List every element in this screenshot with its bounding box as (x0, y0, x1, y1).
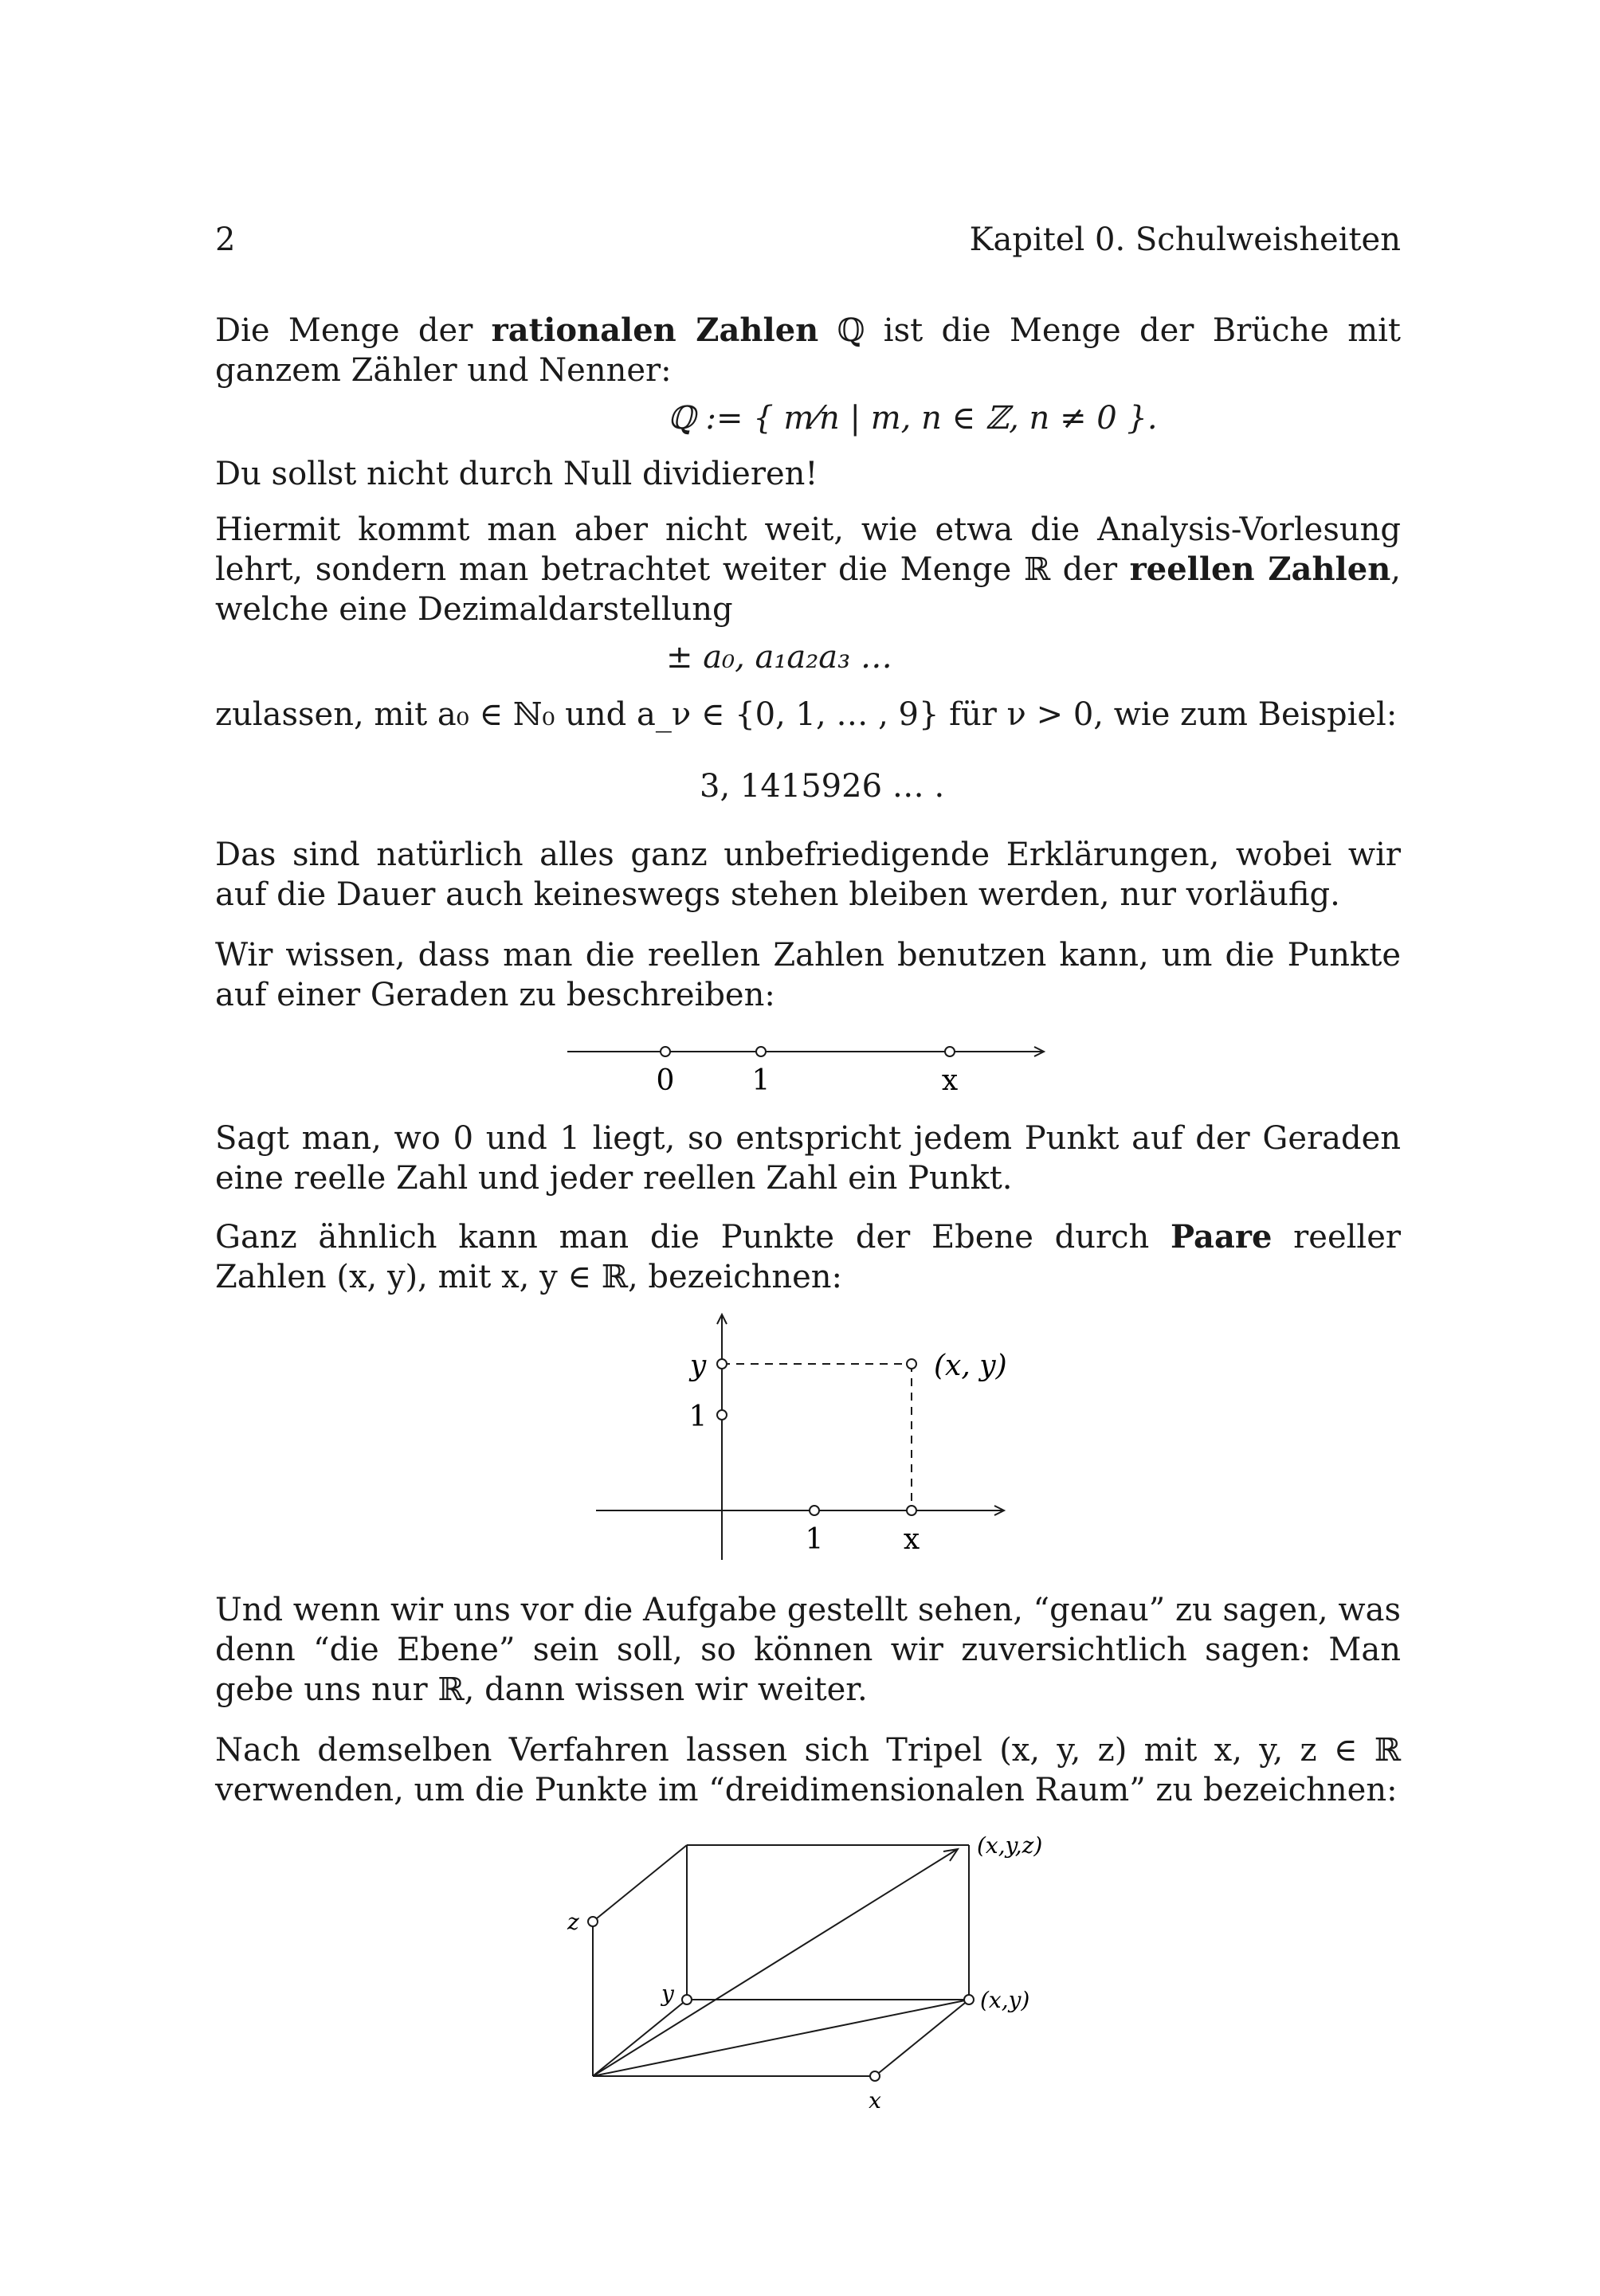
label-y: y (661, 1981, 674, 2007)
point-x (907, 1506, 916, 1515)
edge-x-xy (875, 2000, 969, 2076)
label-1-x: 1 (805, 1523, 824, 1556)
point-0 (661, 1047, 670, 1056)
label-x: x (941, 1064, 959, 1097)
paragraph-line-correspondence: Sagt man, wo 0 und 1 liegt, so entspricht jedem Punkt auf der Geraden eine reelle Zahl und jeder reellen Zahl ein Punkt. (215, 1120, 1401, 1197)
label-xy: (x, y) (934, 1350, 1007, 1382)
label-0: 0 (656, 1064, 675, 1097)
label-xy: (x,y) (980, 1987, 1030, 2013)
plane-coordinates-figure (590, 1307, 1036, 1569)
paragraph-decimal-conditions: zulassen, mit a₀ ∈ ℕ₀ und a_ν ∈ {0, 1, … , 9} für ν > 0, wie zum Beispiel: (215, 696, 1398, 733)
label-y: y (689, 1350, 707, 1382)
vector-arrow-head (943, 1849, 958, 1861)
label-x: x (903, 1523, 920, 1556)
label-x: x (869, 2087, 881, 2114)
term-pairs: Paare (1171, 1218, 1273, 1256)
vector-xyz (593, 1850, 956, 2076)
paragraph-the-plane: Und wenn wir uns vor die Aufgabe gestellt sehen, “genau” zu sagen, was denn “die Ebene” sein soll, so können wir zuversichtlich sagen: Man gebe uns nur ℝ, dann wissen wir weiter. (215, 1592, 1401, 1708)
paragraph-no-division-by-zero: Du sollst nicht durch Null dividieren! (215, 456, 818, 492)
paragraph-triples: Nach demselben Verfahren lassen sich Tripel (x, y, z) mit x, y, z ∈ ℝ verwenden, um die Punkte im “dreidimensionalen Raum” zu bezeichnen: (215, 1732, 1401, 1808)
formula-decimal: ± a₀, a₁a₂a₃ … (666, 639, 892, 676)
point-xy (907, 1359, 916, 1369)
formula-rationals: ℚ := { m⁄n | m, n ∈ ℤ, n ≠ 0 }. (668, 400, 1158, 437)
point-1 (756, 1047, 766, 1056)
label-xyz: (x,y,z) (977, 1832, 1043, 1859)
point-x (870, 2071, 880, 2081)
point-1-x (810, 1506, 819, 1515)
point-xy (964, 1995, 974, 2004)
point-1-y (717, 1410, 727, 1420)
paragraph-line-points: Wir wissen, dass man die reellen Zahlen benutzen kann, um die Punkte auf einer Geraden zu beschreiben: (215, 937, 1401, 1013)
point-y (717, 1359, 727, 1369)
label-1-y: 1 (688, 1401, 708, 1433)
diagonal-xy (593, 2000, 969, 2076)
term-rational-numbers: rationalen Zahlen (491, 311, 819, 349)
paragraph-pairs: Ganz ähnlich kann man die Punkte der Ebene durch Paare reeller Zahlen (x, y), mit x, y ∈ ℝ, bezeichnen: (215, 1218, 1402, 1295)
point-x (945, 1047, 955, 1056)
formula-pi-example: 3, 1415926 … . (700, 768, 945, 805)
label-1: 1 (751, 1064, 771, 1097)
point-y (682, 1995, 692, 2004)
space-coordinates-figure (542, 1829, 1084, 2124)
point-z (588, 1917, 598, 1926)
term-real-numbers: reellen Zahlen (1129, 550, 1391, 588)
paragraph-rational-numbers: Die Menge der rationalen Zahlen ℚ ist die Menge der Brüche mit ganzem Zähler und Nenner: (215, 311, 1401, 389)
y-axis (593, 2000, 687, 2076)
chapter-title: Kapitel 0. Schulweisheiten (969, 221, 1401, 258)
page-number: 2 (215, 221, 236, 258)
paragraph-real-numbers: Hiermit kommt man aber nicht weit, wie etwa die Analysis-Vorlesung lehrt, sondern man betrachtet weiter die Menge ℝ der reellen Zahlen, welche eine Dezimaldarstellung (215, 511, 1401, 628)
edge-z-top (593, 1845, 687, 1922)
label-z: z (567, 1909, 579, 1935)
number-line-figure (558, 1028, 1068, 1099)
paragraph-explanations: Das sind natürlich alles ganz unbefriedigende Erklärungen, wobei wir auf die Dauer auch keineswegs stehen bleiben werden, nur vorläufig. (215, 837, 1401, 913)
